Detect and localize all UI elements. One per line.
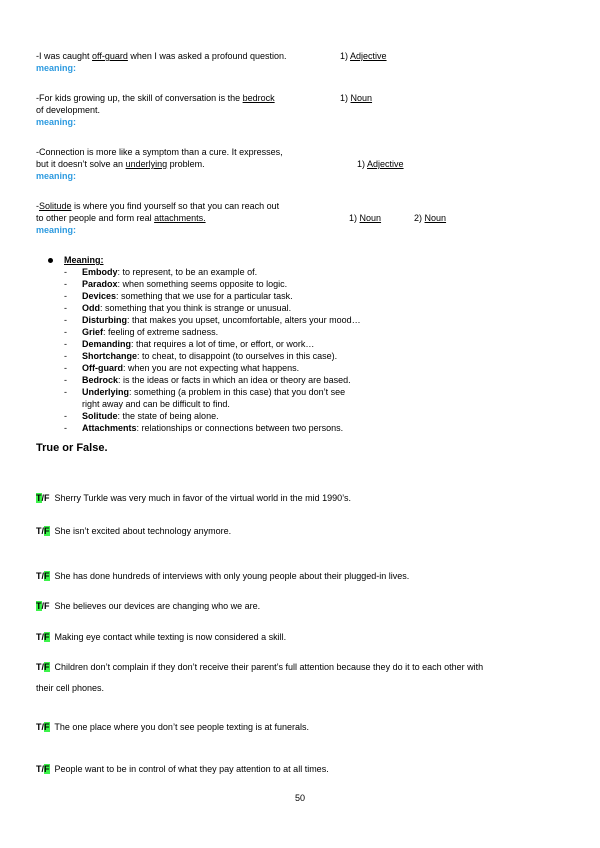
statement-text: She believes our devices are changing who we are. xyxy=(54,601,261,611)
true-false-heading: True or False. xyxy=(36,442,108,454)
tf-statement: T/F She has done hundreds of interviews with only young people about their plugged-in lives. xyxy=(36,571,410,581)
glossary-entry xyxy=(82,410,219,422)
exercise-4-sentence-cont xyxy=(36,212,206,224)
glossary-entry xyxy=(82,422,343,434)
glossary-entry xyxy=(82,266,257,278)
exercise-3-answer xyxy=(357,158,404,170)
glossary-term: Bedrock xyxy=(82,375,119,385)
vocab-term: underlying xyxy=(125,159,168,169)
glossary-definition: : when you are not expecting what happens. xyxy=(123,363,300,373)
glossary-entry xyxy=(82,326,218,338)
glossary-item: - xyxy=(64,363,67,373)
glossary-definition-cont: right away and can be difficult to find. xyxy=(82,399,230,409)
glossary-item: - xyxy=(64,315,67,325)
glossary-entry xyxy=(82,338,314,350)
glossary-term: Attachments xyxy=(82,423,137,433)
statement-text-cont: their cell phones. xyxy=(36,683,105,693)
statement-text: People want to be in control of what they pay attention to at all times. xyxy=(54,764,329,774)
glossary-entry xyxy=(82,314,361,326)
exercise-4-sentence xyxy=(36,200,279,212)
glossary-heading: Meaning: xyxy=(64,255,104,265)
sentence-text: - xyxy=(36,201,39,211)
glossary-definition: : when something seems opposite to logic. xyxy=(117,279,288,289)
tf-statement: T/F People want to be in control of what they pay attention to at all times. xyxy=(36,764,329,774)
exercise-4-answer-1 xyxy=(349,212,381,224)
glossary-definition: : something that you think is strange or unusual. xyxy=(100,303,292,313)
glossary-definition: : is the ideas or facts in which an idea or theory are based. xyxy=(118,375,351,385)
glossary-entry xyxy=(82,350,337,362)
glossary-entry xyxy=(82,278,287,290)
answer-number: 1) xyxy=(340,51,349,61)
part-of-speech: Noun xyxy=(359,213,382,223)
glossary-term: Shortchange xyxy=(82,351,138,361)
exercise-1-sentence xyxy=(36,50,287,62)
part-of-speech: Noun xyxy=(424,213,447,223)
glossary-item: - xyxy=(64,279,67,289)
false-option[interactable]: F xyxy=(44,662,50,672)
vocab-term: bedrock xyxy=(242,93,275,103)
part-of-speech: Noun xyxy=(350,93,373,103)
glossary-definition: : feeling of extreme sadness. xyxy=(103,327,219,337)
glossary-definition: : something (a problem in this case) that you don’t see xyxy=(129,387,346,397)
glossary-entry xyxy=(82,302,291,314)
statement-text: Children don’t complain if they don’t receive their parent’s full attention because they do it to each other with xyxy=(54,662,484,672)
glossary-item: - xyxy=(64,339,67,349)
exercise-1-answer xyxy=(340,50,387,62)
false-option[interactable]: F xyxy=(44,493,50,503)
true-option[interactable]: T xyxy=(36,722,42,732)
exercise-4-answer-2 xyxy=(414,212,446,224)
sentence-text: when I was asked a profound question. xyxy=(127,51,287,61)
vocab-term: Solitude xyxy=(39,201,72,211)
part-of-speech: Adjective xyxy=(350,51,387,61)
false-option[interactable]: F xyxy=(44,632,50,642)
true-option[interactable]: T xyxy=(36,662,42,672)
glossary-term: Demanding xyxy=(82,339,132,349)
glossary-definition: : something that we use for a particular task. xyxy=(116,291,293,301)
glossary-item: - xyxy=(64,375,67,385)
tf-statement: T/F Making eye contact while texting is now considered a skill. xyxy=(36,632,287,642)
glossary-item: - xyxy=(64,291,67,301)
glossary-definition: : the state of being alone. xyxy=(117,411,219,421)
glossary-entry xyxy=(82,386,345,398)
glossary-item: - xyxy=(64,411,67,421)
glossary-term: Devices xyxy=(82,291,117,301)
glossary-term: Disturbing xyxy=(82,315,127,325)
statement-text: Sherry Turkle was very much in favor of the virtual world in the mid 1990’s. xyxy=(54,493,351,503)
statement-text: Making eye contact while texting is now considered a skill. xyxy=(54,632,287,642)
meaning-label: meaning: xyxy=(36,63,77,73)
glossary-entry xyxy=(82,374,351,386)
vocab-term: attachments. xyxy=(154,213,206,223)
tf-statement: T/F Sherry Turkle was very much in favor of the virtual world in the mid 1990’s. xyxy=(36,493,351,503)
true-option[interactable]: T xyxy=(36,571,42,581)
tf-statement: T/F She isn’t excited about technology anymore. xyxy=(36,526,232,536)
glossary-item: - xyxy=(64,387,67,397)
glossary-term: Off-guard xyxy=(82,363,123,373)
glossary-item: - xyxy=(64,327,67,337)
false-option[interactable]: F xyxy=(44,526,50,536)
meaning-label: meaning: xyxy=(36,225,77,235)
vocab-term: off-guard xyxy=(92,51,128,61)
false-option[interactable]: F xyxy=(44,601,50,611)
meaning-label: meaning: xyxy=(36,171,77,181)
part-of-speech: Adjective xyxy=(367,159,404,169)
exercise-2-sentence xyxy=(36,92,275,104)
false-option[interactable]: F xyxy=(44,764,50,774)
glossary-definition: : relationships or connections between two persons. xyxy=(136,423,344,433)
answer-number: 1) xyxy=(349,213,358,223)
glossary-definition: : to cheat, to disappoint (to ourselves in this case). xyxy=(137,351,338,361)
glossary-definition: : that requires a lot of time, or effort, or work… xyxy=(131,339,315,349)
tf-statement: T/F She believes our devices are changing who we are. xyxy=(36,601,261,611)
sentence-text: problem. xyxy=(167,159,205,169)
false-option[interactable]: F xyxy=(44,722,50,732)
answer-number: 2) xyxy=(414,213,423,223)
glossary-term: Underlying xyxy=(82,387,130,397)
glossary-term: Odd xyxy=(82,303,100,313)
tf-statement: T/F The one place where you don’t see people texting is at funerals. xyxy=(36,722,310,732)
glossary-entry xyxy=(82,362,299,374)
sentence-text: -I was caught xyxy=(36,51,93,61)
exercise-2-sentence-cont: of development. xyxy=(36,105,101,115)
sentence-text: is where you find yourself so that you can reach out xyxy=(71,201,280,211)
meaning-label: meaning: xyxy=(36,117,77,127)
glossary-term: Grief xyxy=(82,327,104,337)
glossary-item: - xyxy=(64,351,67,361)
glossary-term: Paradox xyxy=(82,279,118,289)
glossary-item: - xyxy=(64,267,67,277)
true-option[interactable]: T xyxy=(36,493,42,503)
bullet-icon xyxy=(48,258,53,263)
tf-statement: T/F Children don’t complain if they don’t receive their parent’s full attention because they do it to each other with xyxy=(36,662,484,672)
glossary-entry xyxy=(82,290,293,302)
answer-number: 1) xyxy=(357,159,366,169)
true-option[interactable]: T xyxy=(36,764,42,774)
true-option[interactable]: T xyxy=(36,601,42,611)
sentence-text: but it doesn’t solve an xyxy=(36,159,126,169)
exercise-3-sentence-cont xyxy=(36,158,205,170)
answer-number: 1) xyxy=(340,93,349,103)
false-option[interactable]: F xyxy=(44,571,50,581)
page-number: 50 xyxy=(294,793,305,803)
statement-text: She isn’t excited about technology anymore. xyxy=(54,526,232,536)
exercise-3-sentence: -Connection is more like a symptom than a cure. It expresses, xyxy=(36,147,283,157)
sentence-text: -For kids growing up, the skill of conversation is the xyxy=(36,93,243,103)
statement-text: She has done hundreds of interviews with only young people about their plugged-in lives. xyxy=(54,571,410,581)
true-option[interactable]: T xyxy=(36,526,42,536)
glossary-item: - xyxy=(64,423,67,433)
glossary-definition: : to represent, to be an example of. xyxy=(117,267,258,277)
true-option[interactable]: T xyxy=(36,632,42,642)
glossary-item: - xyxy=(64,303,67,313)
sentence-text: to other people and form real xyxy=(36,213,155,223)
exercise-2-answer xyxy=(340,92,372,104)
glossary-definition: : that makes you upset, uncomfortable, alters your mood… xyxy=(127,315,361,325)
glossary-term: Embody xyxy=(82,267,118,277)
glossary-term: Solitude xyxy=(82,411,118,421)
statement-text: The one place where you don’t see people texting is at funerals. xyxy=(54,722,310,732)
